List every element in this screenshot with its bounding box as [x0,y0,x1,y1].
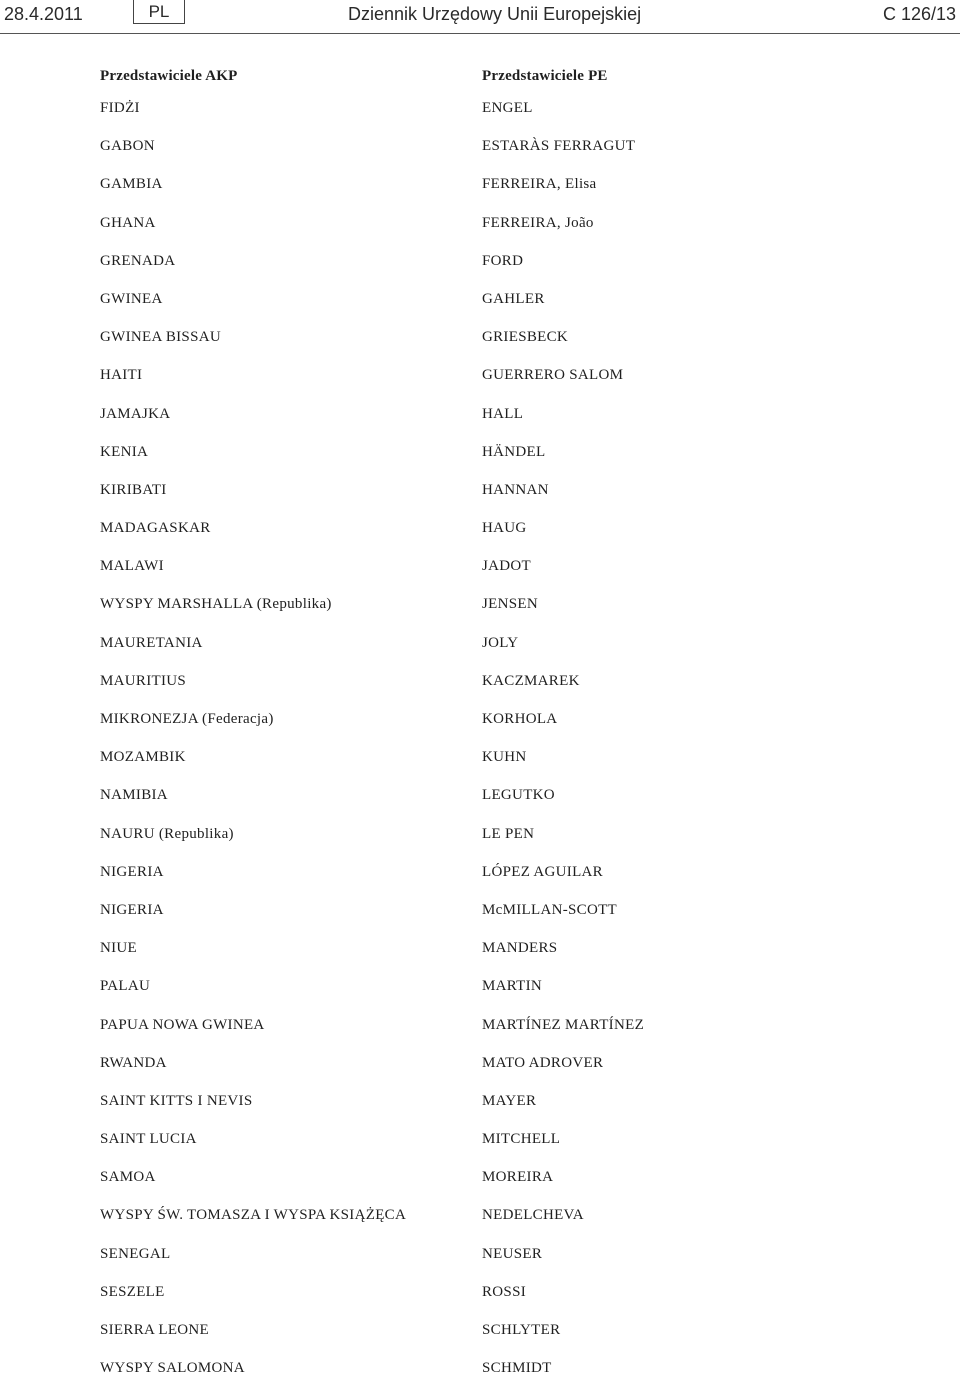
akp-country-item: PALAU [100,978,151,995]
pe-heading: Przedstawiciele PE [482,68,608,84]
akp-country-item: KENIA [100,443,149,460]
akp-country-item: MAURETANIA [100,634,203,651]
pe-member-item: JENSEN [482,596,538,613]
pe-member-item: NEDELCHEVA [482,1207,584,1224]
pe-member-item: KUHN [482,749,527,766]
pe-representatives-column [482,63,644,1387]
akp-country-item: NAURU (Republika) [100,825,234,842]
akp-country-item: WYSPY SALOMONA [100,1360,245,1377]
akp-country-item: WYSPY ŚW. TOMASZA I WYSPA KSIĄŻĘCA [100,1207,407,1224]
akp-country-item: GRENADA [100,252,176,269]
akp-country-item: JAMAJKA [100,405,171,422]
pe-member-item: GRIESBECK [482,329,569,346]
pe-member-item: FERREIRA, João [482,214,594,231]
pe-member-item: ENGEL [482,100,533,116]
pe-member-item: JOLY [482,634,519,651]
akp-country-item: SAINT KITTS I NEVIS [100,1092,253,1109]
pe-member-item: LEGUTKO [482,787,555,804]
pe-member-item: GUERRERO SALOM [482,367,624,384]
page-header [0,0,960,32]
pe-member-item: MANDERS [482,940,558,957]
publication-date: 28.4.2011 [4,4,83,24]
pe-member-item: HÄNDEL [482,443,546,460]
akp-country-item: GWINEA BISSAU [100,329,221,346]
akp-country-item: MAURITIUS [100,672,187,689]
pe-member-item: KACZMAREK [482,672,580,689]
pe-member-item: HALL [482,405,524,422]
pe-member-item: GAHLER [482,290,545,307]
pe-member-item: NEUSER [482,1245,543,1262]
pe-member-item: KORHOLA [482,711,558,727]
pe-member-item: ESTARÀS FERRAGUT [482,138,636,155]
akp-country-item: NIUE [100,940,138,957]
pe-member-item: ROSSI [482,1283,527,1300]
pe-member-item: MITCHELL [482,1131,561,1148]
pe-member-item: LE PEN [482,825,535,842]
akp-country-item: SIERRA LEONE [100,1322,210,1338]
akp-country-item: PAPUA NOWA GWINEA [100,1016,265,1033]
akp-country-item: SESZELE [100,1283,165,1300]
akp-country-item: WYSPY MARSHALLA (Republika) [100,596,332,613]
akp-country-item: MALAWI [100,558,164,575]
pe-list [482,89,644,1387]
akp-country-item: MOZAMBIK [100,749,186,766]
akp-country-item: NIGERIA [100,863,164,880]
pe-member-item: MARTIN [482,978,543,995]
pe-member-item: MATO ADROVER [482,1054,604,1071]
page-reference: C 126/13 [882,4,956,24]
pe-member-item: FERREIRA, Elisa [482,176,597,193]
pe-member-item: HANNAN [482,481,549,498]
akp-country-item: GAMBIA [100,176,163,193]
pe-member-item: SCHLYTER [482,1322,561,1338]
pe-member-item: LÓPEZ AGUILAR [482,863,603,880]
akp-country-item: GABON [100,138,155,155]
pe-member-item: MAYER [482,1092,537,1109]
pe-member-item: JADOT [482,558,531,575]
akp-country-item: FIDŻI [100,100,140,116]
akp-country-item: GWINEA [100,290,163,307]
pe-member-item: McMILLAN-SCOTT [482,901,618,918]
akp-country-item: NIGERIA [100,901,164,918]
akp-country-item: GHANA [100,214,156,231]
akp-country-item: SAMOA [100,1169,156,1186]
akp-list [100,89,406,1387]
pe-member-item: HAUG [482,520,527,537]
akp-country-item: HAITI [100,367,143,384]
akp-country-item: KIRIBATI [100,481,167,498]
akp-country-item: RWANDA [100,1054,167,1071]
pe-member-item: SCHMIDT [482,1360,552,1377]
journal-title: Dziennik Urzędowy Unii Europejskiej [348,4,642,24]
akp-representatives-column [100,63,406,1387]
header-divider [0,33,960,34]
akp-country-item: NAMIBIA [100,787,168,804]
akp-country-item: SAINT LUCIA [100,1131,197,1148]
akp-heading: Przedstawiciele AKP [100,68,238,84]
language-code-box: PL [133,0,185,24]
pe-member-item: MARTÍNEZ MARTÍNEZ [482,1016,645,1033]
akp-country-item: MADAGASKAR [100,520,211,537]
pe-member-item: FORD [482,252,524,269]
akp-country-item: MIKRONEZJA (Federacja) [100,711,274,727]
akp-country-item: SENEGAL [100,1245,171,1262]
pe-member-item: MOREIRA [482,1169,554,1186]
